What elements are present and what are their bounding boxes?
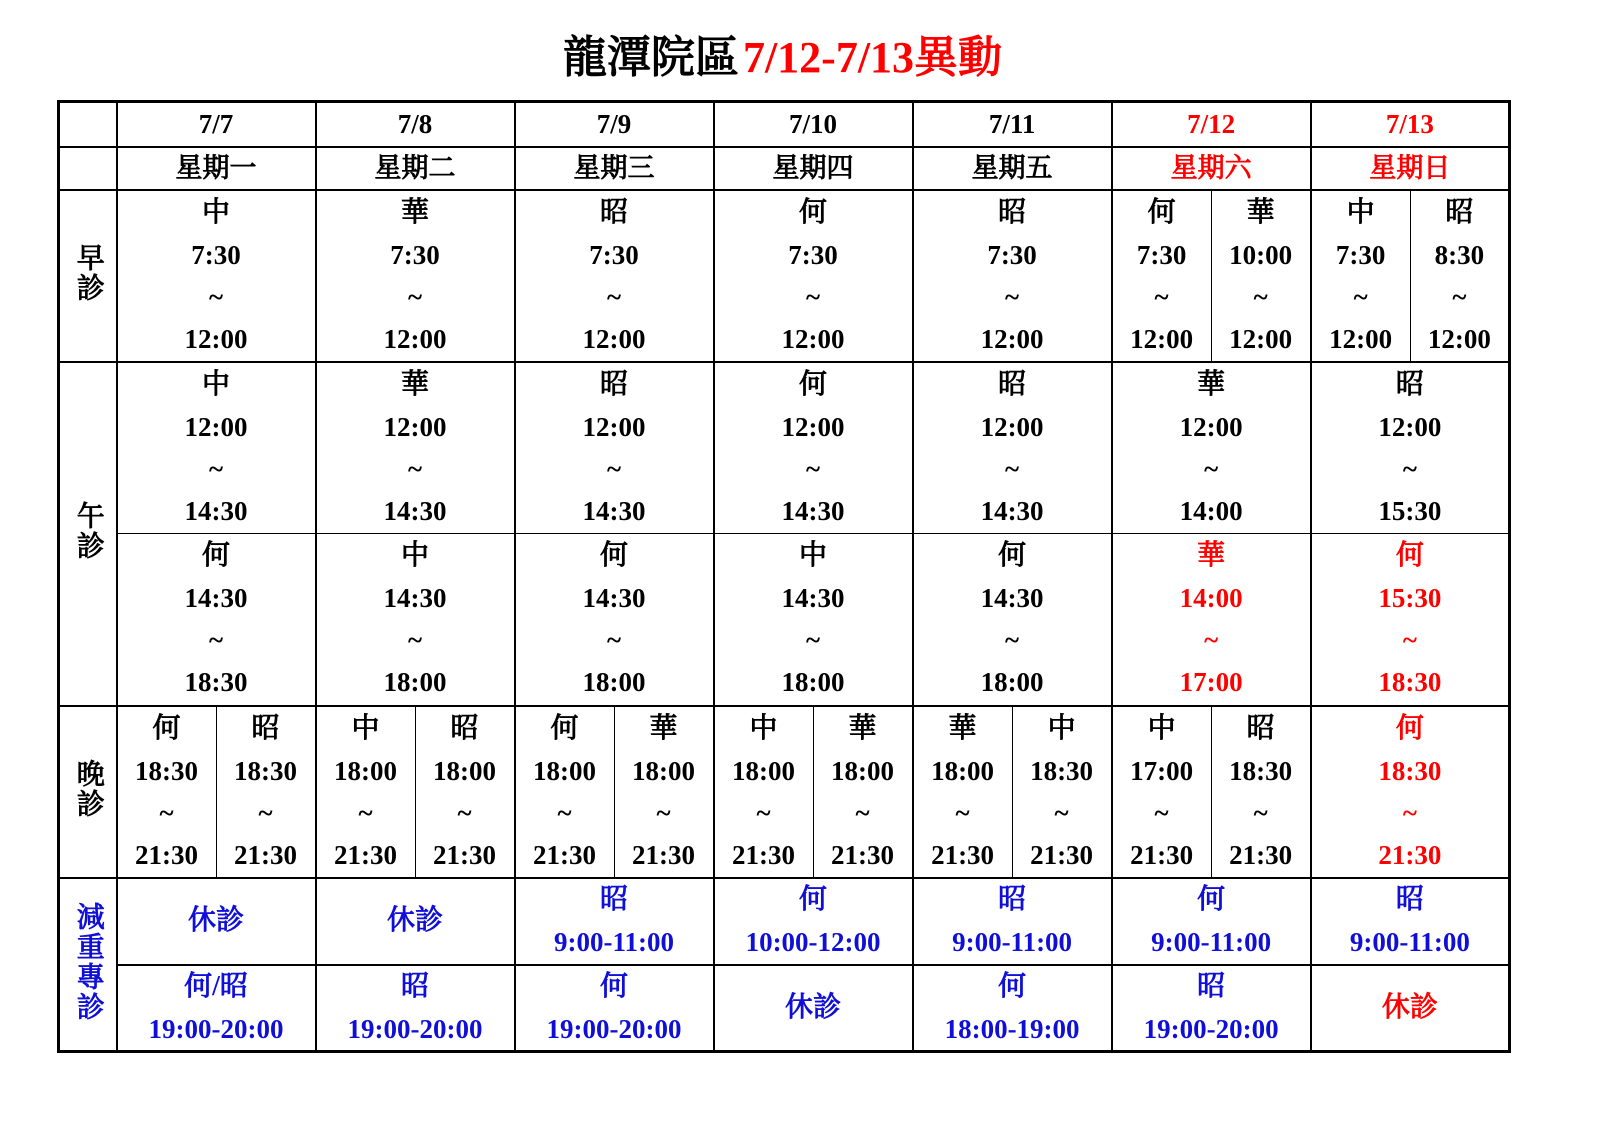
schedule-slot bbox=[316, 362, 515, 534]
end-time: 21:30 bbox=[632, 839, 696, 870]
date-header: 7/9 bbox=[515, 102, 714, 147]
start-time: 18:30 bbox=[1378, 755, 1442, 786]
date-header: 7/10 bbox=[714, 102, 913, 147]
start-time: 18:30 bbox=[1229, 755, 1293, 786]
time-separator: ~ bbox=[1204, 453, 1219, 484]
closed-status: 休診 bbox=[1381, 991, 1438, 1023]
weight-loss-slot bbox=[515, 878, 714, 965]
doctor-name: 中 bbox=[401, 540, 430, 572]
corner-cell bbox=[59, 147, 117, 190]
start-time: 12:00 bbox=[383, 411, 447, 442]
schedule-slot bbox=[813, 706, 913, 878]
end-time: 12:00 bbox=[582, 323, 646, 354]
end-time: 12:00 bbox=[383, 323, 447, 354]
closed-status: 休診 bbox=[387, 905, 444, 936]
doctor-name: 華 bbox=[401, 196, 430, 228]
schedule-slot bbox=[515, 190, 714, 362]
doctor-name: 華 bbox=[1197, 540, 1226, 572]
end-time: 18:00 bbox=[980, 667, 1044, 698]
weight-loss-slot bbox=[316, 878, 515, 965]
start-time: 18:30 bbox=[234, 755, 297, 786]
doctor-name: 何 bbox=[1395, 712, 1424, 744]
doctor-name: 何 bbox=[799, 196, 828, 228]
time-separator: ~ bbox=[1054, 797, 1069, 828]
doctor-name: 中 bbox=[202, 368, 231, 400]
schedule-slot bbox=[117, 706, 217, 878]
doctor-name: 中 bbox=[799, 540, 828, 572]
session-label-cell bbox=[59, 190, 117, 362]
start-time: 14:30 bbox=[582, 583, 646, 614]
doctor-name: 中 bbox=[1346, 196, 1375, 228]
end-time: 14:30 bbox=[184, 495, 248, 526]
doctor-name: 何 bbox=[550, 712, 579, 744]
time-separator: ~ bbox=[258, 797, 273, 828]
session-row bbox=[59, 534, 1510, 706]
end-time: 21:30 bbox=[831, 839, 895, 870]
clinic-hours: 19:00-20:00 bbox=[1143, 1013, 1279, 1044]
time-separator: ~ bbox=[806, 281, 821, 312]
schedule-slot bbox=[216, 706, 316, 878]
schedule-slot bbox=[316, 706, 416, 878]
end-time: 18:00 bbox=[383, 667, 447, 698]
end-time: 18:00 bbox=[582, 667, 646, 698]
end-time: 14:00 bbox=[1179, 495, 1243, 526]
date-header: 7/8 bbox=[316, 102, 515, 147]
start-time: 18:00 bbox=[433, 755, 497, 786]
clinic-hours: 19:00-20:00 bbox=[148, 1013, 284, 1044]
session-label: 早診 bbox=[72, 243, 104, 303]
doctor-name: 中 bbox=[351, 712, 380, 744]
end-time: 14:30 bbox=[582, 495, 646, 526]
start-time: 15:30 bbox=[1378, 583, 1442, 614]
weight-loss-row bbox=[59, 965, 1510, 1052]
date-header-row bbox=[59, 102, 1510, 147]
doctor-name: 昭 bbox=[998, 196, 1027, 228]
start-time: 7:30 bbox=[589, 239, 639, 270]
weight-loss-slot bbox=[1112, 965, 1311, 1052]
doctor-name: 昭 bbox=[1246, 712, 1275, 744]
schedule-slot bbox=[714, 190, 913, 362]
corner-cell bbox=[59, 102, 117, 147]
doctor-name: 華 bbox=[1246, 196, 1275, 228]
end-time: 18:30 bbox=[184, 667, 248, 698]
doctor-name: 何 bbox=[799, 368, 828, 400]
doctor-name: 何 bbox=[202, 540, 231, 572]
weight-loss-slot bbox=[117, 965, 316, 1052]
time-separator: ~ bbox=[208, 281, 224, 312]
clinic-hours: 19:00-20:00 bbox=[546, 1013, 682, 1044]
time-separator: ~ bbox=[1402, 453, 1417, 484]
title-change-note: 7/12-7/13異動 bbox=[742, 33, 1003, 82]
session-label-cell bbox=[59, 362, 117, 706]
start-time: 12:00 bbox=[781, 411, 845, 442]
start-time: 12:00 bbox=[184, 411, 248, 442]
start-time: 18:30 bbox=[135, 755, 198, 786]
schedule-slot bbox=[614, 706, 714, 878]
schedule-slot bbox=[1112, 362, 1311, 534]
weight-loss-slot bbox=[1112, 878, 1311, 965]
schedule-slot bbox=[714, 706, 814, 878]
doctor-name: 昭 bbox=[450, 712, 479, 744]
schedule-slot bbox=[1112, 190, 1212, 362]
doctor-name: 何 bbox=[152, 712, 181, 744]
session-label-cell bbox=[59, 706, 117, 878]
doctor-name: 華 bbox=[1197, 368, 1226, 400]
end-time: 12:00 bbox=[184, 323, 248, 354]
start-time: 12:00 bbox=[980, 411, 1044, 442]
start-time: 14:00 bbox=[1179, 583, 1243, 614]
doctor-name: 昭 bbox=[600, 884, 629, 915]
weight-loss-row bbox=[59, 878, 1510, 965]
schedule-slot bbox=[1012, 706, 1112, 878]
session-row bbox=[59, 706, 1510, 878]
time-separator: ~ bbox=[1402, 625, 1417, 656]
time-separator: ~ bbox=[408, 453, 423, 484]
doctor-name: 昭 bbox=[600, 196, 629, 228]
time-separator: ~ bbox=[1452, 281, 1467, 312]
doctor-name: 華 bbox=[649, 712, 678, 744]
start-time: 18:00 bbox=[334, 755, 398, 786]
end-time: 21:30 bbox=[234, 839, 297, 870]
weight-loss-slot bbox=[1311, 965, 1510, 1052]
time-separator: ~ bbox=[656, 797, 671, 828]
start-time: 12:00 bbox=[1378, 411, 1442, 442]
doctor-name: 昭 bbox=[401, 970, 430, 1002]
time-separator: ~ bbox=[607, 281, 622, 312]
time-separator: ~ bbox=[756, 797, 771, 828]
start-time: 18:00 bbox=[931, 755, 995, 786]
end-time: 21:30 bbox=[135, 839, 198, 870]
schedule-slot bbox=[1410, 190, 1510, 362]
weekday-header: 星期日 bbox=[1311, 147, 1510, 190]
schedule-slot bbox=[515, 706, 615, 878]
schedule-slot bbox=[913, 190, 1112, 362]
time-separator: ~ bbox=[1402, 797, 1417, 828]
schedule-slot bbox=[1211, 190, 1311, 362]
doctor-name: 昭 bbox=[1395, 368, 1424, 400]
end-time: 21:30 bbox=[433, 839, 497, 870]
clinic-hours: 18:00-19:00 bbox=[944, 1013, 1080, 1044]
end-time: 14:30 bbox=[383, 495, 447, 526]
time-separator: ~ bbox=[1253, 281, 1268, 312]
doctor-name: 何 bbox=[1147, 196, 1176, 228]
end-time: 12:00 bbox=[781, 323, 845, 354]
start-time: 7:30 bbox=[191, 239, 241, 270]
schedule-slot bbox=[1311, 190, 1411, 362]
end-time: 15:30 bbox=[1378, 495, 1442, 526]
end-time: 21:30 bbox=[1378, 839, 1442, 870]
doctor-name: 何 bbox=[998, 540, 1027, 572]
start-time: 7:30 bbox=[1136, 239, 1187, 270]
schedule-slot bbox=[117, 362, 316, 534]
weekday-header: 星期三 bbox=[515, 147, 714, 190]
start-time: 14:30 bbox=[980, 583, 1044, 614]
doctor-name: 昭 bbox=[251, 712, 280, 744]
closed-status: 休診 bbox=[188, 905, 245, 936]
end-time: 21:30 bbox=[931, 839, 995, 870]
doctor-name: 中 bbox=[202, 196, 231, 228]
time-separator: ~ bbox=[208, 625, 224, 656]
end-time: 12:00 bbox=[980, 323, 1044, 354]
start-time: 7:30 bbox=[1335, 239, 1386, 270]
start-time: 7:30 bbox=[788, 239, 838, 270]
weight-loss-slot bbox=[1311, 878, 1510, 965]
weight-loss-slot bbox=[913, 878, 1112, 965]
clinic-hours: 9:00-11:00 bbox=[554, 927, 675, 957]
time-separator: ~ bbox=[955, 797, 970, 828]
schedule-slot bbox=[117, 190, 316, 362]
time-separator: ~ bbox=[806, 625, 821, 656]
time-separator: ~ bbox=[806, 453, 821, 484]
schedule-slot bbox=[415, 706, 515, 878]
weekday-header: 星期五 bbox=[913, 147, 1112, 190]
start-time: 14:30 bbox=[781, 583, 845, 614]
doctor-name: 何 bbox=[998, 970, 1027, 1002]
closed-status: 休診 bbox=[785, 991, 842, 1023]
weekday-header-row bbox=[59, 147, 1510, 190]
end-time: 21:30 bbox=[1130, 839, 1194, 870]
schedule-slot bbox=[515, 534, 714, 706]
session-label: 減重專診 bbox=[72, 901, 104, 1022]
time-separator: ~ bbox=[1005, 453, 1020, 484]
start-time: 12:00 bbox=[1179, 411, 1243, 442]
end-time: 18:00 bbox=[781, 667, 845, 698]
doctor-name: 何 bbox=[1395, 540, 1424, 572]
start-time: 18:00 bbox=[732, 755, 796, 786]
weight-loss-slot bbox=[515, 965, 714, 1052]
page-title bbox=[57, 30, 1508, 86]
start-time: 18:00 bbox=[831, 755, 895, 786]
end-time: 14:30 bbox=[980, 495, 1044, 526]
weight-loss-slot bbox=[714, 878, 913, 965]
weight-loss-slot bbox=[117, 878, 316, 965]
schedule-slot bbox=[316, 190, 515, 362]
session-row bbox=[59, 190, 1510, 362]
date-header: 7/7 bbox=[117, 102, 316, 147]
end-time: 18:30 bbox=[1378, 667, 1442, 698]
time-separator: ~ bbox=[1005, 281, 1020, 312]
doctor-name: 華 bbox=[848, 712, 877, 744]
time-separator: ~ bbox=[557, 797, 572, 828]
time-separator: ~ bbox=[1204, 625, 1219, 656]
start-time: 18:30 bbox=[1030, 755, 1094, 786]
clinic-hours: 9:00-11:00 bbox=[952, 927, 1073, 957]
session-row bbox=[59, 362, 1510, 534]
start-time: 14:30 bbox=[383, 583, 447, 614]
doctor-name: 何 bbox=[799, 884, 828, 915]
end-time: 12:00 bbox=[1229, 323, 1293, 354]
end-time: 12:00 bbox=[1427, 323, 1491, 354]
date-header: 7/11 bbox=[913, 102, 1112, 147]
time-separator: ~ bbox=[408, 625, 423, 656]
time-separator: ~ bbox=[1154, 281, 1169, 312]
schedule-slot bbox=[515, 362, 714, 534]
schedule-slot bbox=[1311, 362, 1510, 534]
start-time: 12:00 bbox=[582, 411, 646, 442]
session-label: 午診 bbox=[72, 501, 104, 561]
end-time: 21:30 bbox=[1229, 839, 1293, 870]
weight-loss-slot bbox=[316, 965, 515, 1052]
doctor-name: 何/昭 bbox=[184, 970, 248, 1002]
session-label: 晚診 bbox=[72, 759, 104, 819]
doctor-name: 何 bbox=[600, 970, 629, 1002]
schedule-body bbox=[59, 102, 1510, 1052]
schedule-slot bbox=[1211, 706, 1311, 878]
start-time: 7:30 bbox=[987, 239, 1037, 270]
schedule-slot bbox=[117, 534, 316, 706]
doctor-name: 昭 bbox=[600, 368, 629, 400]
time-separator: ~ bbox=[457, 797, 472, 828]
weight-loss-slot bbox=[714, 965, 913, 1052]
title-location: 龍潭院區 bbox=[562, 33, 739, 82]
schedule-slot bbox=[316, 534, 515, 706]
start-time: 10:00 bbox=[1229, 239, 1293, 270]
weekday-header: 星期一 bbox=[117, 147, 316, 190]
session-label-cell bbox=[59, 878, 117, 1052]
date-header: 7/13 bbox=[1311, 102, 1510, 147]
doctor-name: 何 bbox=[600, 540, 629, 572]
doctor-name: 昭 bbox=[1395, 884, 1424, 915]
schedule-slot bbox=[1112, 706, 1212, 878]
schedule-slot bbox=[714, 534, 913, 706]
start-time: 17:00 bbox=[1130, 755, 1194, 786]
weekday-header: 星期二 bbox=[316, 147, 515, 190]
clinic-hours: 19:00-20:00 bbox=[347, 1013, 483, 1044]
end-time: 21:30 bbox=[732, 839, 796, 870]
time-separator: ~ bbox=[855, 797, 870, 828]
clinic-hours: 9:00-11:00 bbox=[1151, 927, 1272, 957]
time-separator: ~ bbox=[358, 797, 373, 828]
start-time: 14:30 bbox=[184, 583, 248, 614]
time-separator: ~ bbox=[607, 625, 622, 656]
end-time: 12:00 bbox=[1329, 323, 1393, 354]
end-time: 12:00 bbox=[1130, 323, 1194, 354]
doctor-name: 華 bbox=[948, 712, 977, 744]
schedule-slot bbox=[913, 534, 1112, 706]
time-separator: ~ bbox=[607, 453, 622, 484]
start-time: 18:00 bbox=[632, 755, 696, 786]
weekday-header: 星期四 bbox=[714, 147, 913, 190]
clinic-hours: 10:00-12:00 bbox=[745, 927, 881, 957]
end-time: 17:00 bbox=[1179, 667, 1243, 698]
time-separator: ~ bbox=[1005, 625, 1020, 656]
time-separator: ~ bbox=[159, 797, 174, 828]
schedule-slot bbox=[913, 362, 1112, 534]
schedule-slot bbox=[714, 362, 913, 534]
doctor-name: 昭 bbox=[1197, 970, 1226, 1002]
end-time: 21:30 bbox=[533, 839, 597, 870]
date-header: 7/12 bbox=[1112, 102, 1311, 147]
start-time: 7:30 bbox=[390, 239, 440, 270]
doctor-name: 中 bbox=[1047, 712, 1076, 744]
time-separator: ~ bbox=[408, 281, 423, 312]
schedule-slot bbox=[1311, 706, 1510, 878]
clinic-hours: 9:00-11:00 bbox=[1349, 927, 1470, 957]
doctor-name: 何 bbox=[1197, 884, 1226, 915]
schedule-slot bbox=[1311, 534, 1510, 706]
schedule-slot bbox=[1112, 534, 1311, 706]
schedule-slot bbox=[913, 706, 1013, 878]
doctor-name: 昭 bbox=[998, 368, 1027, 400]
schedule-table bbox=[57, 100, 1511, 1053]
start-time: 8:30 bbox=[1434, 239, 1485, 270]
doctor-name: 昭 bbox=[998, 884, 1027, 915]
time-separator: ~ bbox=[1353, 281, 1368, 312]
weight-loss-slot bbox=[913, 965, 1112, 1052]
time-separator: ~ bbox=[208, 453, 224, 484]
doctor-name: 中 bbox=[749, 712, 778, 744]
end-time: 21:30 bbox=[1030, 839, 1094, 870]
doctor-name: 昭 bbox=[1445, 196, 1474, 228]
doctor-name: 中 bbox=[1147, 712, 1176, 744]
start-time: 18:00 bbox=[533, 755, 597, 786]
time-separator: ~ bbox=[1154, 797, 1169, 828]
doctor-name: 華 bbox=[401, 368, 430, 400]
end-time: 21:30 bbox=[334, 839, 398, 870]
end-time: 14:30 bbox=[781, 495, 845, 526]
time-separator: ~ bbox=[1253, 797, 1268, 828]
weekday-header: 星期六 bbox=[1112, 147, 1311, 190]
